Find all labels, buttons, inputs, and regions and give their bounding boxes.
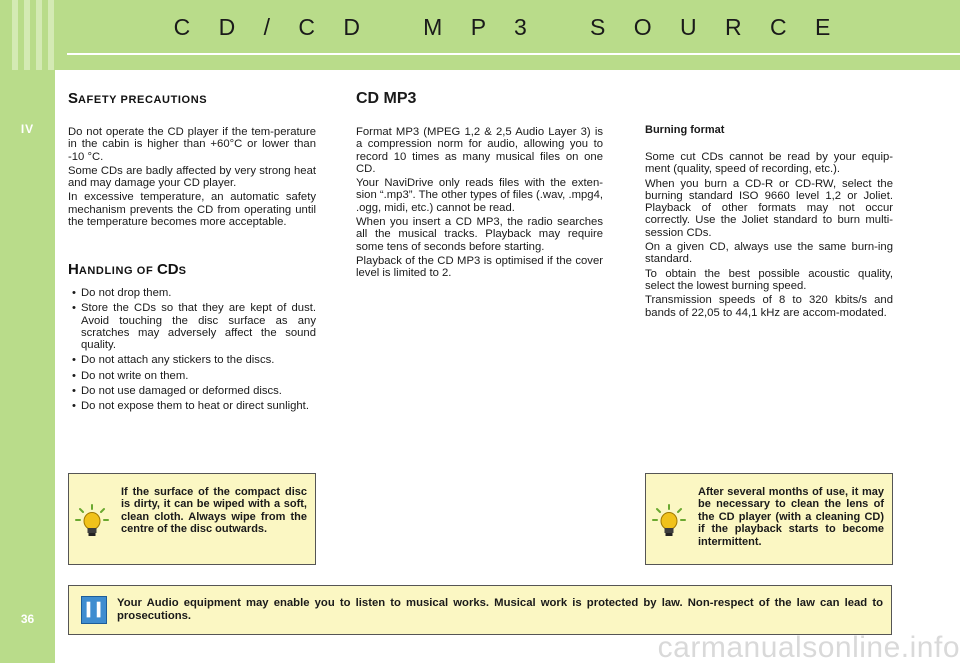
list-item: • Do not attach any stickers to the discs.: [68, 354, 316, 366]
safety-paragraph: In excessive temperature, an automatic safety mechanism prevents the CD from operating until the temperature becomes more acceptable.: [68, 191, 316, 229]
decor-stripe: [48, 0, 54, 70]
burning-paragraph: On a given CD, always use the same burn-ing standard.: [645, 241, 893, 266]
burning-paragraph: When you burn a CD-R or CD-RW, select the burning standard ISO 9660 level 1,2 or Joliet. Playback of other formats may not occur correctly. Use the Joliet standard to burn multi-session CDs.: [645, 177, 893, 239]
left-margin-strip: [0, 0, 55, 663]
cdmp3-text: [356, 126, 603, 282]
handling-list: [68, 287, 316, 416]
safety-paragraph: Do not operate the CD player if the tem-perature in the cabin is higher than +60°C or lower than -10 °C.: [68, 126, 316, 163]
page-title: C D / C D M P 3 S O U R C E: [173, 14, 842, 40]
safety-heading: SAFETY PRECAUTIONS: [68, 90, 208, 107]
burning-text: [645, 151, 893, 321]
list-item: • Do not drop them.: [68, 287, 316, 299]
burning-paragraph: Transmission speeds of 8 to 320 kbits/s and bands of 22,05 to 44,1 kHz are accom-modated.: [645, 294, 893, 319]
info-icon: [81, 596, 107, 624]
handling-heading: HANDLING OF CDS: [68, 261, 187, 278]
info-box: [68, 585, 892, 635]
info-glyph-icon: [82, 597, 106, 623]
list-item: • Do not write on them.: [68, 370, 316, 382]
info-text: Your Audio equipment may enable you to listen to musical works. Musical work is protected by law. Non-respect of the law can lead to prosecutions.: [117, 597, 883, 622]
decor-stripe: [36, 0, 42, 70]
tip-text-left: If the surface of the compact disc is dirty, it can be wiped with a soft, clean cloth. Always wipe from the centre of the disc outwards.: [121, 486, 307, 536]
cdmp3-paragraph: Your NaviDrive only reads files with the exten-sion “.mp3”. The other types of files (.wav, .mpg4, .ogg, midi, etc.) cannot be read.: [356, 177, 603, 214]
cdmp3-heading: CD MP3: [356, 90, 417, 107]
header-band: [55, 0, 960, 70]
cdmp3-paragraph: Format MP3 (MPEG 1,2 & 2,5 Audio Layer 3) is a compression norm for audio, allowing you to record 10 times as many musical files on one CD.: [356, 126, 603, 175]
list-item: • Do not use damaged or deformed discs.: [68, 385, 316, 397]
cdmp3-paragraph: When you insert a CD MP3, the radio searches all the musical tracks. Playback may require some tens of seconds before starting.: [356, 216, 603, 253]
cdmp3-paragraph: Playback of the CD MP3 is optimised if the cover level is limited to 2.: [356, 254, 603, 280]
header-rule: [67, 53, 960, 55]
lightbulb-icon: [652, 504, 686, 540]
burning-paragraph: Some cut CDs cannot be read by your equip-ment (quality, speed of recording, etc.).: [645, 151, 893, 176]
tip-box-left: [68, 473, 316, 565]
list-item: • Store the CDs so that they are kept of dust. Avoid touching the disc surface as any scratches may adversely affect the sound quality.: [68, 302, 316, 351]
watermark: carmanualsonline.info: [657, 631, 960, 663]
burning-paragraph: To obtain the best possible acoustic quality, select the lowest burning speed.: [645, 267, 893, 292]
tip-text-right: After several months of use, it may be necessary to clean the lens of the CD player (with a cleaning CD) if the playback starts to become intermittent.: [698, 486, 884, 548]
list-item: • Do not expose them to heat or direct sunlight.: [68, 400, 316, 412]
burning-heading: Burning format: [645, 124, 725, 136]
decor-stripe: [24, 0, 30, 70]
safety-text: [68, 126, 316, 230]
lightbulb-icon: [75, 504, 109, 540]
decor-stripe: [12, 0, 18, 70]
safety-paragraph: Some CDs are badly affected by very strong heat and may damage your CD player.: [68, 164, 316, 190]
page-number: 36: [20, 612, 35, 626]
tip-box-right: [645, 473, 893, 565]
chapter-label: IV: [20, 122, 35, 136]
